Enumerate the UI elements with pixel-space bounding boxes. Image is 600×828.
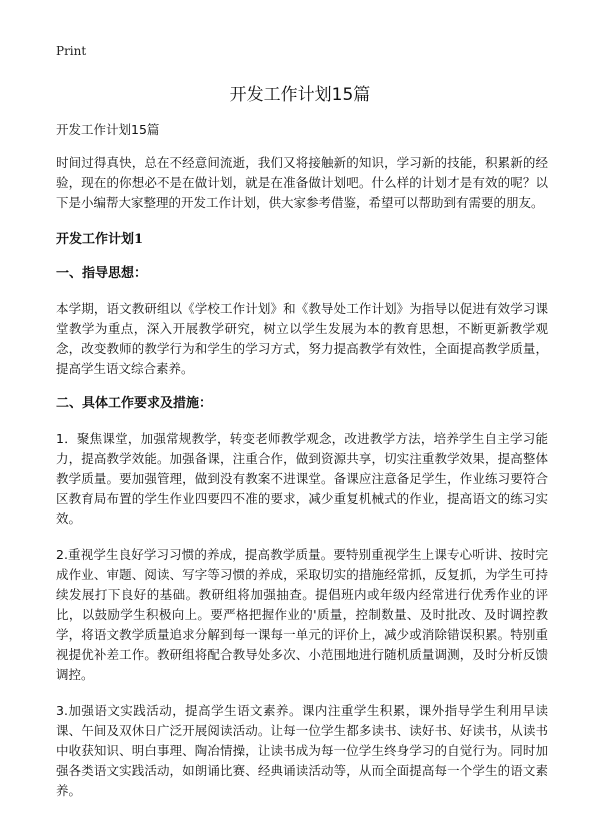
guiding-ideology-paragraph: 本学期，语文教研组以《学校工作计划》和《教导处工作计划》为指导以促进有效学习课堂教学为重点，深入开展教学研究，树立以学生发展为本的教育思想，不断更新教学观念，改变教师的教学行为和学生的学习方式，努力提高教学有效性，全面提高教学质量，提高学生语文综合素养。 bbox=[56, 301, 548, 376]
requirement-item-3: 3.加强语文实践活动，提高学生语文素养。课内注重学生积累，课外指导学生利用早读课、午间及双休日广泛开展阅读活动。让每一位学生都多读书、读好书、好读书，从读书中收获知识、明白事理、陶冶情操，让读书成为每一位学生终身学习的自觉行为。同时加强各类语文实践活动，如朗诵比赛、经典诵读活动等，从而全面提高每一个学生的语文素养。 bbox=[56, 703, 548, 798]
guiding-ideology-heading: 一、指导思想： bbox=[56, 266, 148, 281]
print-label: Print bbox=[56, 44, 87, 58]
document-subtitle: 开发工作计划15篇 bbox=[56, 122, 160, 137]
document-title: 开发工作计划15篇 bbox=[229, 85, 371, 105]
work-requirements-heading: 二、具体工作要求及措施： bbox=[56, 396, 213, 411]
intro-paragraph: 时间过得真快，总在不经意间流逝，我们又将接触新的知识，学习新的技能，积累新的经验，现在的你想必不是在做计划，就是在准备做计划吧。什么样的计划才是有效的呢？以下是小编帮大家整理的开发工作计划，供大家参考借鉴，希望可以帮助到有需要的朋友。 bbox=[56, 155, 548, 210]
requirement-item-2: 2.重视学生良好学习习惯的养成，提高教学质量。要特别重视学生上课专心听讲、按时完成作业、审题、阅读、写字等习惯的养成，采取切实的措施经常抓，反复抓，为学生可持续发展打下良好的基础。教研组将加强抽查。提倡班内或年级内经常进行优秀作业的评比，以鼓励学生积极向上。要严格把握作业的'质量，控制数量、及时批改、及时调控教学，将语文教学质量追求分解到每一课每一单元的评价上，减少或消除错误积累。特别重视提优补差工作。教研组将配合教导处多次、小范围地进行随机质量调测，及时分析反馈调控。 bbox=[56, 547, 548, 682]
requirement-item-1: 1．聚焦课堂，加强常规教学，转变老师教学观念，改进教学方法，培养学生自主学习能力，提高教学效能。加强备课，注重合作，做到资源共享，切实注重教学效果，提高整体教学质量。要加强管理，做到没有教案不进课堂。备课应注意备足学生，作业练习要符合区教育局布置的学生作业四要四不准的要求，减少重复机械式的作业，提高语文的练习实效。 bbox=[56, 431, 548, 526]
section-title: 开发工作计划1 bbox=[56, 232, 144, 247]
document-body bbox=[56, 121, 548, 801]
